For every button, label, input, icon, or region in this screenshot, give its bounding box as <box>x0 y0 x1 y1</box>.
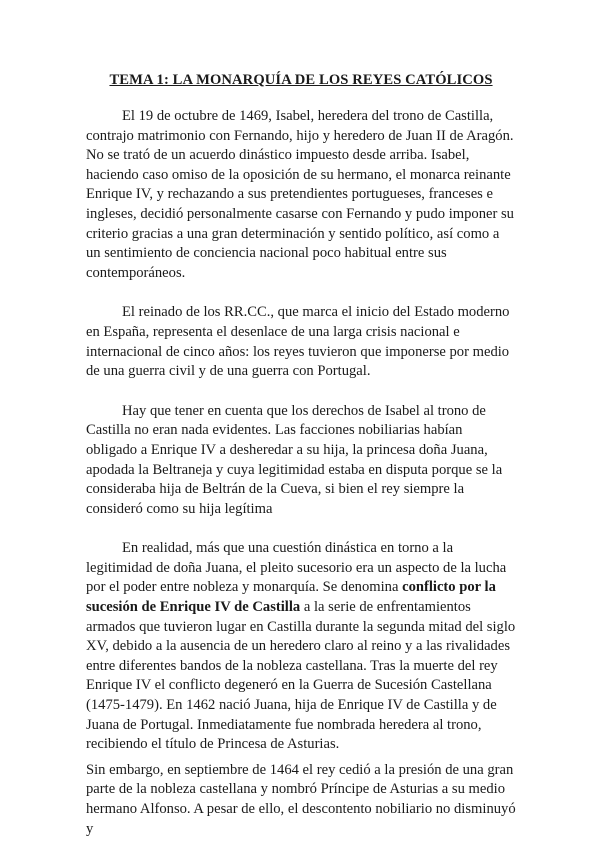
paragraph-2: El reinado de los RR.CC., que marca el inicio del Estado moderno en España, representa el desenlace de una larga crisis nacional e internacional de cinco años: los reyes tuvieron que imponerse por medio de una guerra civil y de una guerra con Portugal. <box>86 304 510 380</box>
paragraph-5: Sin embargo, en septiembre de 1464 el rey cedió a la presión de una gran parte de la nobleza castellana y nombró Príncipe de Asturias a su medio hermano Alfonso. A pesar de ello, el descontento nobiliario no disminuyó y <box>86 761 516 837</box>
paragraph-4-bold-term: conflicto por la sucesión de Enrique IV de Castilla <box>86 579 496 616</box>
paragraph-4 <box>86 539 516 755</box>
document-title: TEMA 1: LA MONARQUÍA DE LOS REYES CATÓLICOS <box>109 72 493 88</box>
paragraph-3: Hay que tener en cuenta que los derechos de Isabel al trono de Castilla no eran nada evidentes. Las facciones nobiliarias habían obligado a Enrique IV a desheredar a su hija, la princesa doña Juana, apodada la Beltraneja y cuya legitimidad estaba en disputa porque se la consideraba hija de Beltrán de la Cueva, si bien el rey siempre la consideró como su hija legítima <box>86 402 503 517</box>
paragraph-4-text-start: En realidad, más que una cuestión dinástica en torno a la legitimidad de doña Juana, el pleito sucesorio era un aspecto de la lucha por el poder entre nobleza y monarquía. Se denomina <box>86 540 507 596</box>
paragraph-4-text-end: a la serie de enfrentamientos armados que tuvieron lugar en Castilla durante la segunda mitad del siglo XV, debido a la ausencia de un heredero claro al reino y a las rivalidades entre diferentes bandos de la nobleza castellana. Tras la muerte del rey Enrique IV el conflicto degeneró en la Guerra de Sucesión Castellana (1475-1479). En 1462 nació Juana, hija de Enrique IV de Castilla y de Juana de Portugal. Inmediatamente fue nombrada heredera al trono, recibiendo el título de Princesa de Asturias. <box>86 599 516 753</box>
document-page <box>86 70 516 839</box>
paragraph-1: El 19 de octubre de 1469, Isabel, heredera del trono de Castilla, contrajo matrimonio con Fernando, hijo y heredero de Juan II de Aragón. No se trató de un acuerdo dinástico impuesto desde arriba. Isabel, haciendo caso omiso de la oposición de su hermano, el monarca reinante Enrique IV, y rechazando a sus pretendientes portugueses, franceses e ingleses, decidió personalmente casarse con Fernando y pudo imponer su criterio gracias a una gran determinación y sentido político, así como a un sentimiento de conciencia nacional poco habitual entre sus contemporáneos. <box>86 108 514 281</box>
